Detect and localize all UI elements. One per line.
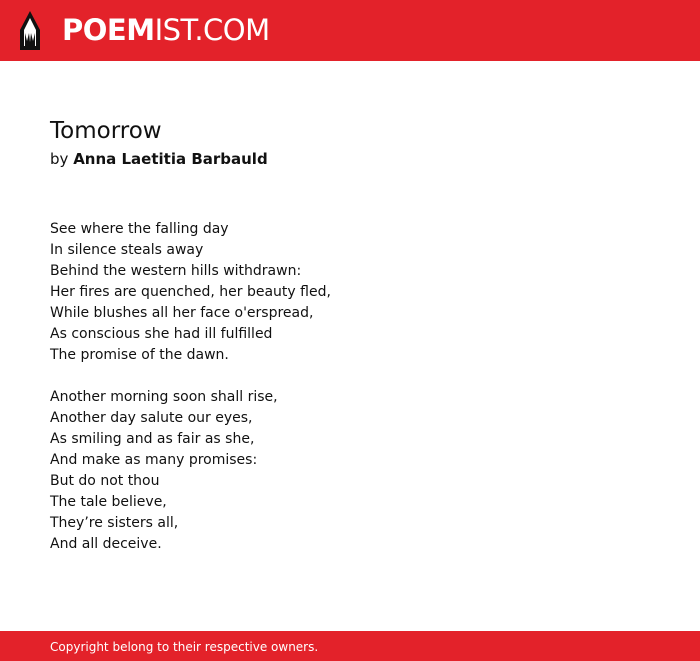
byline [50, 149, 268, 169]
poem-title: Tomorrow [50, 118, 162, 144]
poem-line: As smiling and as fair as she, [50, 431, 255, 447]
poem-line: In silence steals away [50, 242, 204, 258]
poem-line: But do not thou [50, 473, 160, 489]
poem-line: The promise of the dawn. [50, 347, 229, 363]
site-header [0, 0, 700, 61]
poem-line: They’re sisters all, [50, 515, 179, 531]
poem-line: And make as many promises: [50, 452, 258, 468]
poem-line: Her fires are quenched, her beauty fled, [50, 284, 331, 300]
stanza [50, 219, 650, 366]
stanza [50, 387, 650, 555]
poem-line: Another morning soon shall rise, [50, 389, 278, 405]
poem-line: Behind the western hills withdrawn: [50, 263, 302, 279]
site-logo[interactable] [62, 13, 270, 47]
brand-name-strong: POEM [62, 13, 155, 47]
poem-line: And all deceive. [50, 536, 162, 552]
author-name: Anna Laetitia Barbauld [73, 150, 268, 168]
pencil-icon [17, 10, 43, 52]
brand-name-light: IST.COM [154, 13, 270, 47]
poem-line: See where the falling day [50, 221, 229, 237]
poem-line: Another day salute our eyes, [50, 410, 253, 426]
poem-line: While blushes all her face o'erspread, [50, 305, 314, 321]
poem-line: As conscious she had ill fulfilled [50, 326, 273, 342]
poem-line: The tale believe, [50, 494, 167, 510]
byline-prefix: by [50, 150, 69, 168]
copyright-notice: Copyright belong to their respective owners. [50, 640, 319, 654]
site-footer [0, 631, 700, 661]
poem-body [50, 219, 650, 576]
